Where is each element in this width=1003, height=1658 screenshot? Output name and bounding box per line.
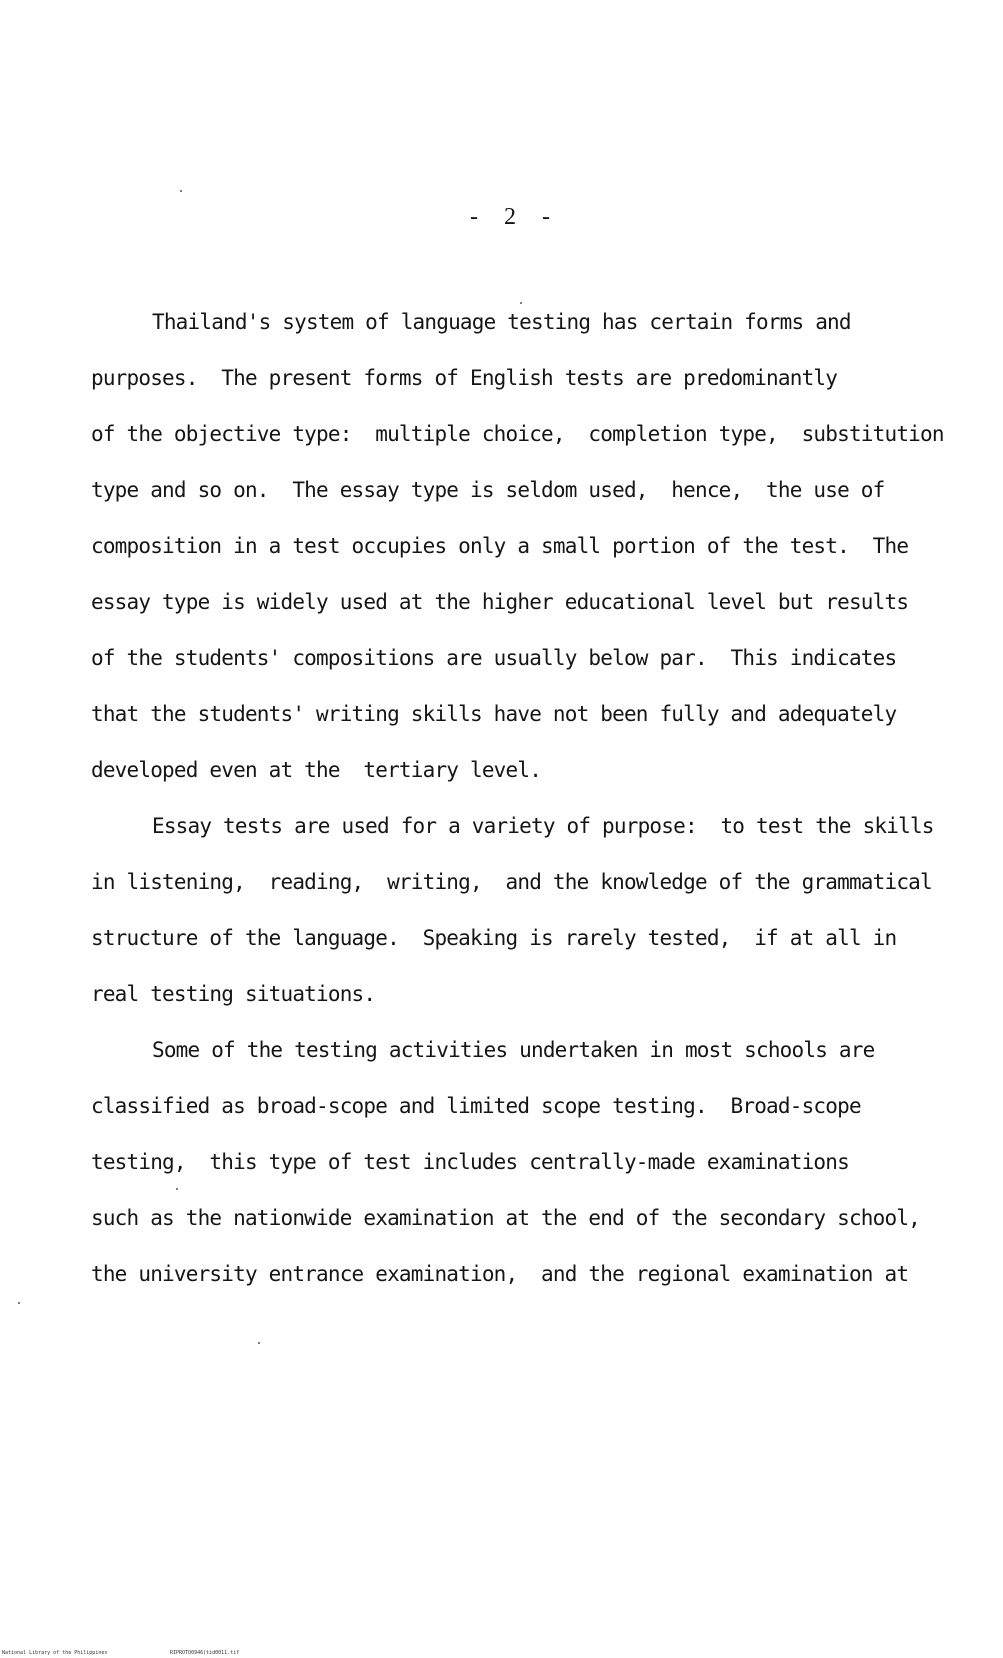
paragraph-3-line-4: such as the nationwide examination at the end of the secondary school,	[91, 1206, 921, 1230]
paragraph-2-line-1: Essay tests are used for a variety of purpose: to test the skills	[152, 814, 934, 838]
footer-file-id: RIPROTO0946(tid0011.tif	[170, 1650, 240, 1656]
paragraph-1-line-1: Thailand's system of language testing has certain forms and	[152, 310, 851, 334]
paragraph-1-line-2: purposes. The present forms of English tests are predominantly	[91, 366, 838, 390]
paragraph-3-line-2: classified as broad-scope and limited scope testing. Broad-scope	[91, 1094, 861, 1118]
paragraph-2-line-3: structure of the language. Speaking is rarely tested, if at all in	[91, 926, 897, 950]
paragraph-1-line-9: developed even at the tertiary level.	[91, 758, 542, 782]
paragraph-1-line-4: type and so on. The essay type is seldom used, hence, the use of	[91, 478, 885, 502]
scan-speck	[520, 302, 522, 304]
scan-speck	[18, 1302, 20, 1304]
scan-speck	[180, 190, 182, 192]
paragraph-3-line-5: the university entrance examination, and the regional examination at	[91, 1262, 909, 1286]
footer-library-name: National Library of the Philippines	[2, 1650, 108, 1656]
paragraph-1-line-6: essay type is widely used at the higher educational level but results	[91, 590, 909, 614]
paragraph-3-line-1: Some of the testing activities undertaken in most schools are	[152, 1038, 875, 1062]
page-number: - 2 -	[470, 204, 560, 230]
paragraph-2-line-4: real testing situations.	[91, 982, 376, 1006]
paragraph-1-line-3: of the objective type: multiple choice, completion type, substitution	[91, 422, 944, 446]
paragraph-1-line-8: that the students' writing skills have not been fully and adequately	[91, 702, 897, 726]
paragraph-3-line-3: testing, this type of test includes centrally-made examinations	[91, 1150, 849, 1174]
paragraph-2-line-2: in listening, reading, writing, and the knowledge of the grammatical	[91, 870, 932, 894]
paragraph-1-line-5: composition in a test occupies only a small portion of the test. The	[91, 534, 909, 558]
scan-speck	[176, 1188, 178, 1190]
paragraph-1-line-7: of the students' compositions are usually below par. This indicates	[91, 646, 897, 670]
scan-speck	[258, 1342, 260, 1344]
